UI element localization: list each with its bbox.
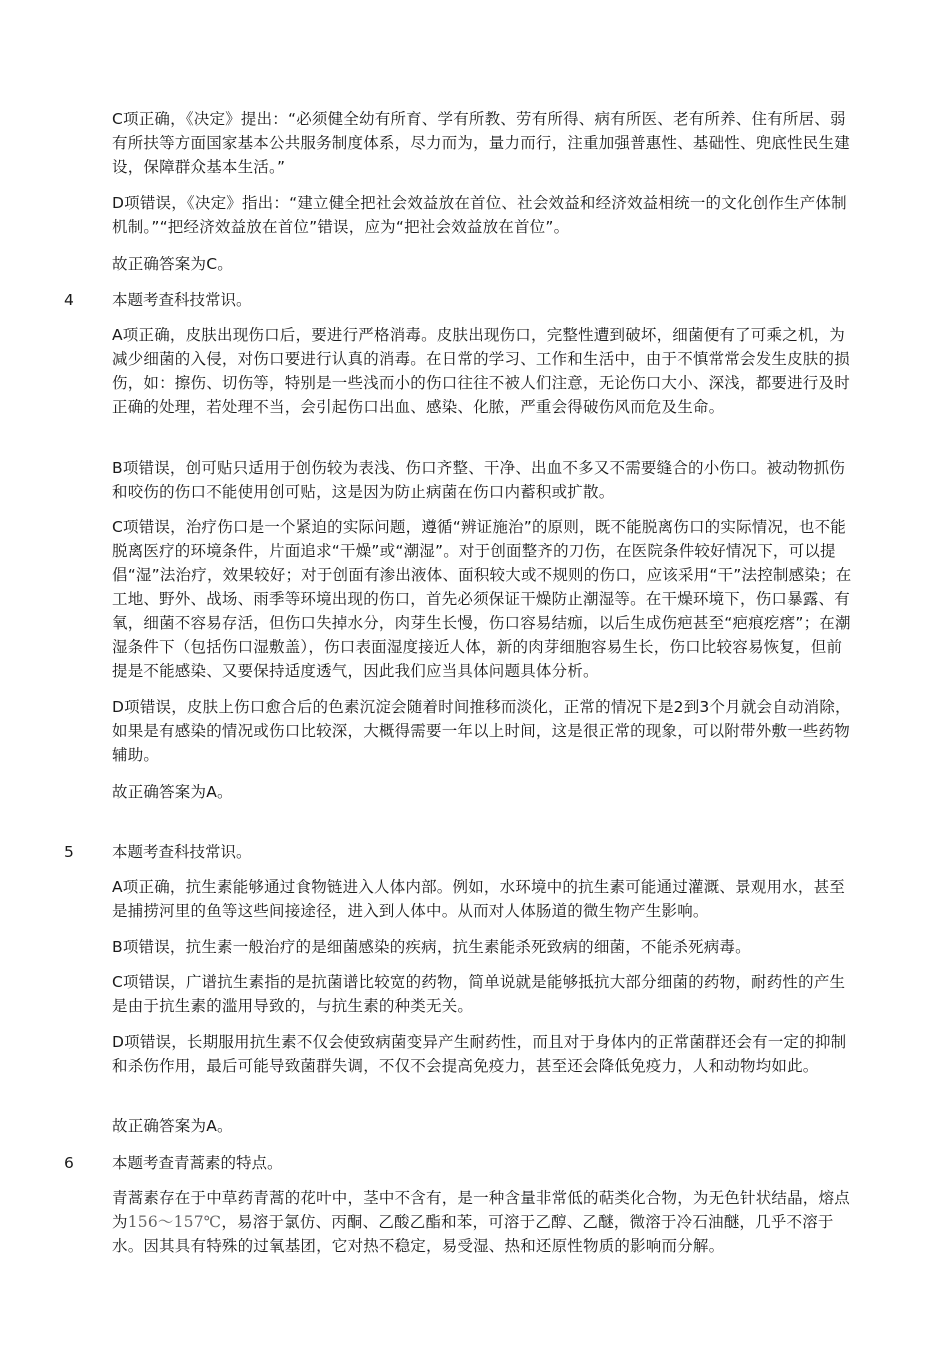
q5-option-a: A项正确，抗生素能够通过食物链进入人体内部。例如，水环境中的抗生素可能通过灌溉、景观用水，甚至是捕捞河里的鱼等这些间接途径，进入到人体中。从而对人体肠道的微生物产生影响。 xyxy=(112,878,846,920)
question-number: 4 xyxy=(64,291,74,309)
q5-option-b: B项错误，抗生素一般治疗的是细菌感染的疾病，抗生素能杀死致病的细菌，不能杀死病毒。 xyxy=(112,938,751,956)
q4-option-c: C项错误，治疗伤口是一个紧迫的实际问题，遵循“辨证施治”的原则，既不能脱离伤口的实际情况，也不能脱离医疗的环境条件，片面追求“干燥”或“潮湿”。对于创面整齐的刀伤，在医院条件较好情况下，可以提倡“湿”法治疗，效果较好；对于创面有渗出液体、面积较大或不规则的伤口，应该采用“干”法控制感染；在工地、野外、战场、雨季等环境出现的伤口，首先必须保证干燥防止潮湿等。在干燥环境下，伤口暴露、有氧，细菌不容易存活，但伤口失掉水分，肉芽生长慢，伤口容易结痂，以后生成伤疤甚至“疤痕疙瘩”；在潮湿条件下（包括伤口湿敷盖），伤口表面湿度接近人体，新的肉芽细胞容易生长，伤口比较容易恢复，但前提是不能感染、又要保持适度透气，因此我们应当具体问题具体分析。 xyxy=(112,518,852,680)
melting-point-value: 156～157℃ xyxy=(127,1213,222,1231)
q6-text-after: ，易溶于氯仿、丙酮、乙酸乙酯和苯，可溶于乙醇、乙醚，微溶于冷石油醚，几乎不溶于水。因其具有特殊的过氧基团，它对热不稳定，易受湿、热和还原性物质的影响而分解。 xyxy=(112,1213,834,1255)
q6-paragraph xyxy=(112,1186,857,1258)
q4-answer: 故正确答案为A。 xyxy=(112,783,233,801)
question-number: 6 xyxy=(64,1154,74,1172)
prev-option-c: C项正确，《决定》提出：“必须健全幼有所育、学有所教、劳有所得、病有所医、老有所养、住有所居、弱有所扶等方面国家基本公共服务制度体系，尽力而为，量力而行，注重加强普惠性、基础性、兜底性民生建设，保障群众基本生活。” xyxy=(112,110,850,176)
q4-option-b: B项错误，创可贴只适用于创伤较为表浅、伤口齐整、干净、出血不多又不需要缝合的小伤口。被动物抓伤和咬伤的伤口不能使用创可贴，这是因为防止病菌在伤口内蓄积或扩散。 xyxy=(112,459,846,501)
q4-option-d: D项错误，皮肤上伤口愈合后的色素沉淀会随着时间推移而淡化，正常的情况下是2到3个月就会自动消除，如果是有感染的情况或伤口比较深，大概得需要一年以上时间，这是很正常的现象，可以附带外敷一些药物辅助。 xyxy=(112,698,851,764)
q5-option-c: C项错误，广谱抗生素指的是抗菌谱比较宽的药物，简单说就是能够抵抗大部分细菌的药物，耐药性的产生是由于抗生素的滥用导致的，与抗生素的种类无关。 xyxy=(112,973,846,1015)
q5-option-d: D项错误，长期服用抗生素不仅会使致病菌变异产生耐药性，而且对于身体内的正常菌群还会有一定的抑制和杀伤作用，最后可能导致菌群失调，不仅不会提高免疫力，甚至还会降低免疫力，人和动物均如此。 xyxy=(112,1033,847,1075)
question-topic: 本题考查青蒿素的特点。 xyxy=(112,1154,283,1172)
prev-answer: 故正确答案为C。 xyxy=(112,255,233,273)
question-topic: 本题考查科技常识。 xyxy=(112,843,252,861)
question-number: 5 xyxy=(64,843,74,861)
q5-answer: 故正确答案为A。 xyxy=(112,1117,233,1135)
q4-option-a: A项正确，皮肤出现伤口后，要进行严格消毒。皮肤出现伤口，完整性遭到破坏，细菌便有了可乘之机，为减少细菌的入侵，对伤口要进行认真的消毒。在日常的学习、工作和生活中，由于不慎常常会发生皮肤的损伤，如：擦伤、切伤等，特别是一些浅而小的伤口往往不被人们注意，无论伤口大小、深浅，都要进行及时正确的处理，若处理不当，会引起伤口出血、感染、化脓，严重会得破伤风而危及生命。 xyxy=(112,326,850,416)
q6-text-before: 青蒿素存在于中草药青蒿的花叶中，茎中不含有，是一种含量非常低的萜类化合物，为无色针状结晶，熔点为 xyxy=(112,1189,850,1231)
prev-option-d: D项错误，《决定》指出：“建立健全把社会效益放在首位、社会效益和经济效益相统一的文化创作生产体制机制。”“把经济效益放在首位”错误，应为“把社会效益放在首位”。 xyxy=(112,194,847,236)
question-topic: 本题考查科技常识。 xyxy=(112,291,252,309)
